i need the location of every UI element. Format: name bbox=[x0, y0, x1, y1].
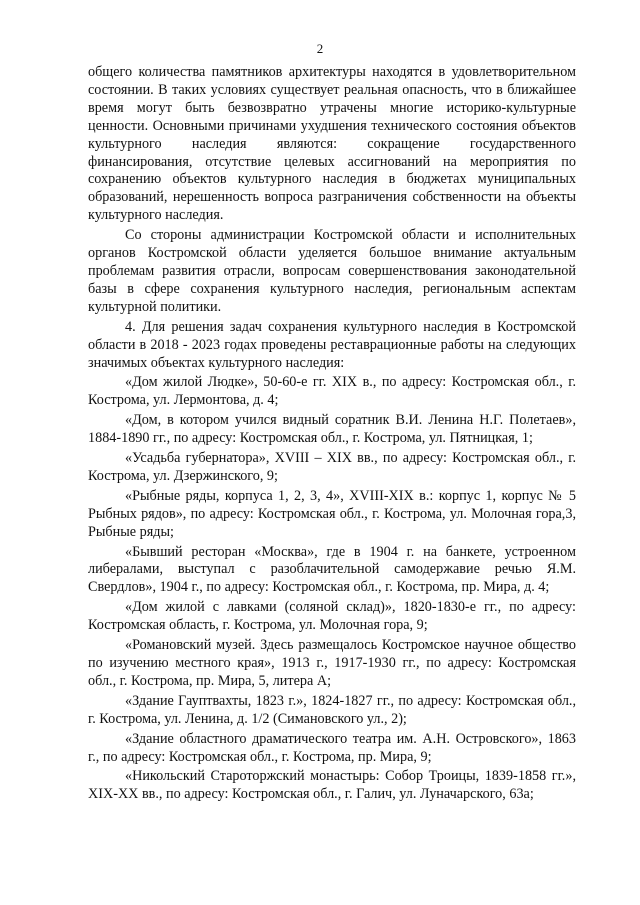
list-item-rybnye-ryady: «Рыбные ряды, корпуса 1, 2, 3, 4», XVIII-XIX в.: корпус 1, корпус № 5 Рыбных рядов», по адресу: Костромская обл., г. Кострома, ул. Молочная гора,3, Рыбные ряды; bbox=[88, 487, 576, 540]
list-item-romanovsky-muzey: «Романовский музей. Здесь размещалось Костромское научное общество по изучению местного края», 1913 г., 1917-1930 гг., по адресу: Костромская обл., г. Кострома, пр. Мира, 5, литера А; bbox=[88, 637, 576, 689]
list-item-dramatichesky-teatr: «Здание областного драматического театра им. А.Н. Островского», 1863 г., по адресу: Костромская обл., г. Кострома, пр. Мира, 9; bbox=[88, 730, 576, 765]
page-number: 2 bbox=[316, 41, 324, 56]
list-item-dom-poletaev: «Дом, в котором учился видный соратник В.И. Ленина Н.Г. Полетаев», 1884-1890 гг., по адресу: Костромская обл., г. Кострома, ул. Пятницкая, 1; bbox=[88, 412, 576, 447]
list-item-solyanoy-sklad: «Дом жилой с лавками (соляной склад)», 1820-1830-е гг., по адресу: Костромская область, г. Кострома, ул. Молочная гора, 9; bbox=[88, 599, 576, 634]
list-item-dom-lyudke: «Дом жилой Людке», 50-60-е гг. XIX в., по адресу: Костромская обл., г. Кострома, ул. Лермонтова, д. 4; bbox=[88, 374, 576, 409]
paragraph-monuments-condition: общего количества памятников архитектуры находятся в удовлетворительном состоянии. В таких условиях существует реальная опасность, что в ближайшее время могут быть безвозвратно утрачены многие историко-культурные ценности. Основными причинами ухудшения технического состояния объектов культурного наследия являются: сокращение государственного финансирования, отсутствие целевых ассигнований на мероприятия по сохранению объектов культурного наследия в бюджетах муниципальных образований, нерешенность вопроса разграничения собственности на объекты культурного наследия. bbox=[88, 64, 576, 224]
list-item-gauptvakhta: «Здание Гауптвахты, 1823 г.», 1824-1827 гг., по адресу: Костромская обл., г. Кострома, ул. Ленина, д. 1/2 (Симановского ул., 2); bbox=[88, 692, 576, 727]
paragraph-administration-attention: Со стороны администрации Костромской области и исполнительных органов Костромской области уделяется большое внимание актуальным проблемам развития отрасли, вопросам совершенствования законодательной базы в сфере сохранения культурного наследия, региональным аспектам культурной политики. bbox=[88, 227, 576, 315]
paragraph-restoration-works: 4. Для решения задач сохранения культурного наследия в Костромской области в 2018 - 2023 годах проведены реставрационные работы на следующих значимых объектах культурного наследия: bbox=[88, 318, 576, 371]
list-item-usadba-gubernatora: «Усадьба губернатора», XVIII – XIX вв., по адресу: Костромская обл., г. Кострома, ул. Дзержинского, 9; bbox=[88, 450, 576, 484]
document-body bbox=[88, 64, 576, 804]
list-item-restoran-moskva: «Бывший ресторан «Москва», где в 1904 г. на банкете, устроенном либералами, выступал с разоблачительной самодержавие речью Я.М. Свердлов», 1904 г., по адресу: Костромская обл., г. Кострома, пр. Мира, д. 4; bbox=[88, 543, 576, 596]
list-item-nikolsky-monastyr: «Никольский Староторжский монастырь: Собор Троицы, 1839-1858 гг.», XIX-XX вв., по адресу: Костромская обл., г. Галич, ул. Луначарского, 63а; bbox=[88, 768, 576, 803]
